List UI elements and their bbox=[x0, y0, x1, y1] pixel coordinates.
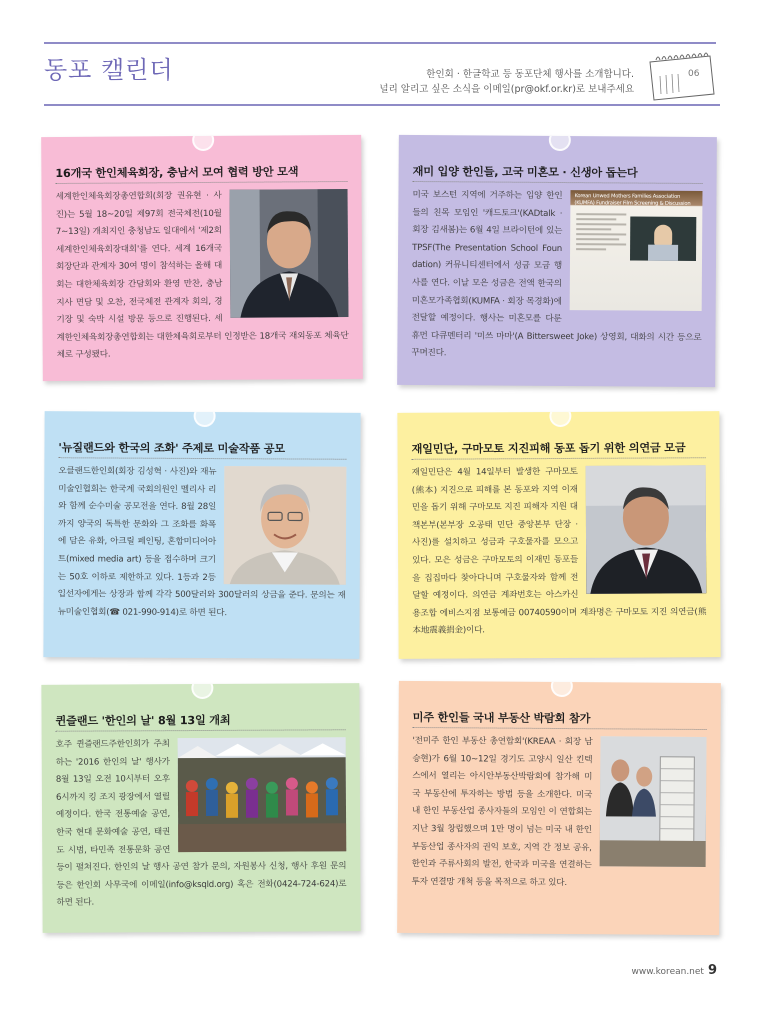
header-description-line1: 한인회 · 한글학교 등 동포단체 행사를 소개합니다. bbox=[426, 69, 634, 80]
webpage-screenshot-photo bbox=[570, 190, 703, 311]
pin-icon bbox=[194, 411, 216, 427]
event-body-text: 미국 보스턴 지역에 거주하는 입양 한인들의 친목 모임인 '캐드토크'(KADtalk · 회장 김새봄)는 6월 4일 브라이턴에 있는 TPSF(The Presentation School Foundation) 커뮤니티센터에서 성금 모금 행사를 연다. 이날 모은 성금은 전액 한국의 미혼모가족협회(KUMFA · 회장 목경화)에 전달할 예정이다. 행사는 미혼모를 다룬 휴먼 다큐멘터리 '미쓰 마마'(A Bittersweet Joke) 상영회, 대화의 시간 등으로 꾸며진다. bbox=[411, 189, 702, 359]
dotted-divider bbox=[55, 181, 347, 184]
event-title: '뉴질랜드와 한국의 조화' 주제로 미술작품 공모 bbox=[58, 441, 285, 456]
portrait-photo bbox=[586, 465, 707, 594]
event-body-text: 세계한인체육회장총연합회(회장 권유현 · 사진)는 5월 18~20일 제97회 전국체전(10월 7~13일) 개최지인 충청남도 일대에서 '제2회 세계한인체육회장대회'를 연다. 세계 16개국 회장단과 관계자 30여 명이 참석하는 올해 대회는 대한체육회장 간담회와 환영 만찬, 충남지사 면담 및 오찬, 전국체전 관계자 회의, 경기장 및 숙박 시설 방문 등으로 진행된다. 세계한인체육회장총연합회는 대한체육회로부터 인정받은 18개국 재외동포 체육단체로 구성됐다. bbox=[55, 190, 349, 361]
event-body bbox=[411, 187, 702, 365]
page-number: 9 bbox=[707, 963, 717, 978]
page-title: 동포 캘린더 bbox=[44, 56, 174, 84]
dotted-divider bbox=[413, 181, 703, 184]
event-card-art-contest bbox=[43, 411, 360, 659]
event-title: 미주 한인들 국내 부동산 박람회 참가 bbox=[412, 710, 591, 726]
event-card-adoptees bbox=[397, 135, 717, 387]
portrait-photo bbox=[224, 466, 347, 585]
event-body bbox=[56, 735, 347, 912]
calendar-icon bbox=[644, 52, 716, 104]
event-body bbox=[58, 463, 347, 623]
event-card-korean-day bbox=[41, 683, 360, 933]
dotted-divider bbox=[412, 457, 706, 460]
event-title: 재일민단, 구마모토 지진피해 동포 돕기 위한 의연금 모금 bbox=[411, 441, 686, 456]
event-body bbox=[412, 463, 707, 640]
event-body bbox=[411, 733, 706, 893]
pin-icon bbox=[551, 681, 573, 697]
event-body-text: 재일민단은 4월 14일부터 발생한 구마모토(熊本) 지진으로 피해를 본 동포와 지역 이재민을 돕기 위해 구마모토 지진 피해자 지원 대책본부(본부장 오공태 민단 중앙본부 단장 · 사진)를 설치하고 성금과 구호물자를 모으고 있다. 모은 성금은 구마모토의 이재민 동포들을 집집마다 찾아다니며 구호물자와 함께 전달할 예정이다. 의연금 계좌번호는 아스카신용조합 에비스지점 보통예금 00740590이며 계좌명은 구마모토 지진 의연금(熊本地震義捐金)이다. bbox=[411, 466, 707, 637]
event-body-text: 오클랜드한인회(회장 김성혁 · 사진)와 재뉴미술인협회는 한국계 국회의원인 멜리사 리와 함께 순수미술 공모전을 연다. 8월 28일까지 양국의 독특한 문화와 그 조화를 화폭에 담은 유화, 아크릴 페인팅, 혼합미디어아트(mixed media art) 등을 접수하며 크기는 50호 이하로 제한하고 있다. 1등과 2등 입선자에게는 상장과 함께 각각 500달러와 300달러의 상금을 준다. 문의는 재뉴미술인협회(☎ 021-990-914)로 하면 된다. bbox=[57, 466, 346, 618]
dotted-divider bbox=[413, 727, 707, 730]
footer-url: www.korean.net bbox=[631, 967, 704, 977]
screen-header-text: Korean Unwed Mothers Families Association (KUMFA) Fundraiser Film Screening & Discussion bbox=[574, 193, 691, 207]
page-footer bbox=[632, 963, 717, 978]
event-title: 16개국 한인체육회장, 충남서 모여 협력 방안 모색 bbox=[55, 165, 299, 181]
event-body-text: 호주 퀸즐랜드주한인회가 주최하는 '2016 한인의 날' 행사가 8월 13일 오전 10시부터 오후 6시까지 킹 조지 광장에서 열릴 예정이다. 한국 전통예술 공연, 한국 현대 문화예술 공연, 태권도 시범, 타민족 전통문화 공연 등이 펼쳐진다. 한인의 날 행사 공연 참가 문의, 자원봉사 신청, 행사 후원 문의 등은 한인회 사무국에 이메일(info@ksqld.org) 혹은 전화(0424-724-624)로 하면 된다. bbox=[55, 739, 347, 909]
dotted-divider bbox=[58, 457, 346, 460]
event-card-real-estate-fair bbox=[397, 681, 721, 935]
screen-text-lines bbox=[576, 210, 627, 300]
pin-icon bbox=[191, 683, 213, 699]
event-title: 재미 입양 한인들, 고국 미혼모 · 신생아 돕는다 bbox=[412, 164, 638, 180]
video-frame bbox=[630, 217, 696, 261]
header-bottom-rule bbox=[44, 104, 720, 106]
portrait-photo bbox=[230, 189, 349, 318]
pin-icon bbox=[549, 135, 571, 151]
exhibition-photo bbox=[600, 736, 707, 867]
event-card-kumamoto-relief bbox=[397, 411, 720, 659]
event-title: 퀸즐랜드 '한인의 날' 8월 13일 개최 bbox=[55, 713, 231, 728]
calendar-date-text: 06 bbox=[688, 69, 700, 79]
header-top-rule bbox=[44, 42, 716, 44]
festival-photo bbox=[178, 737, 347, 852]
header-description bbox=[379, 67, 634, 97]
pin-icon bbox=[192, 135, 214, 151]
dotted-divider bbox=[56, 729, 346, 732]
header-description-line2: 널리 알리고 싶은 소식을 이메일(pr@okf.or.kr)로 보내주세요 bbox=[379, 84, 634, 95]
event-card-sports-association bbox=[41, 135, 363, 381]
event-body-text: '전미주 한인 부동산 총연합회'(KREAA · 회장 남승현)가 6월 10~12일 경기도 고양시 일산 킨텍스에서 열리는 아시안부동산박람회에 참가해 미국 부동산에 투자하는 방법 등을 소개한다. 미국 내 한인 부동산업 종사자들의 모임인 이 연합회는 지난 3월 창립했으며 1만 명이 넘는 미국 내 한인 부동산업 종사자의 권익 보호, 지역 간 정보 공유, 한인과 주류사회의 발전, 한국과 미국을 연결하는 투자 연결망 개척 등을 목적으로 하고 있다. bbox=[411, 735, 593, 888]
pin-icon bbox=[549, 411, 571, 427]
event-body bbox=[56, 187, 349, 365]
